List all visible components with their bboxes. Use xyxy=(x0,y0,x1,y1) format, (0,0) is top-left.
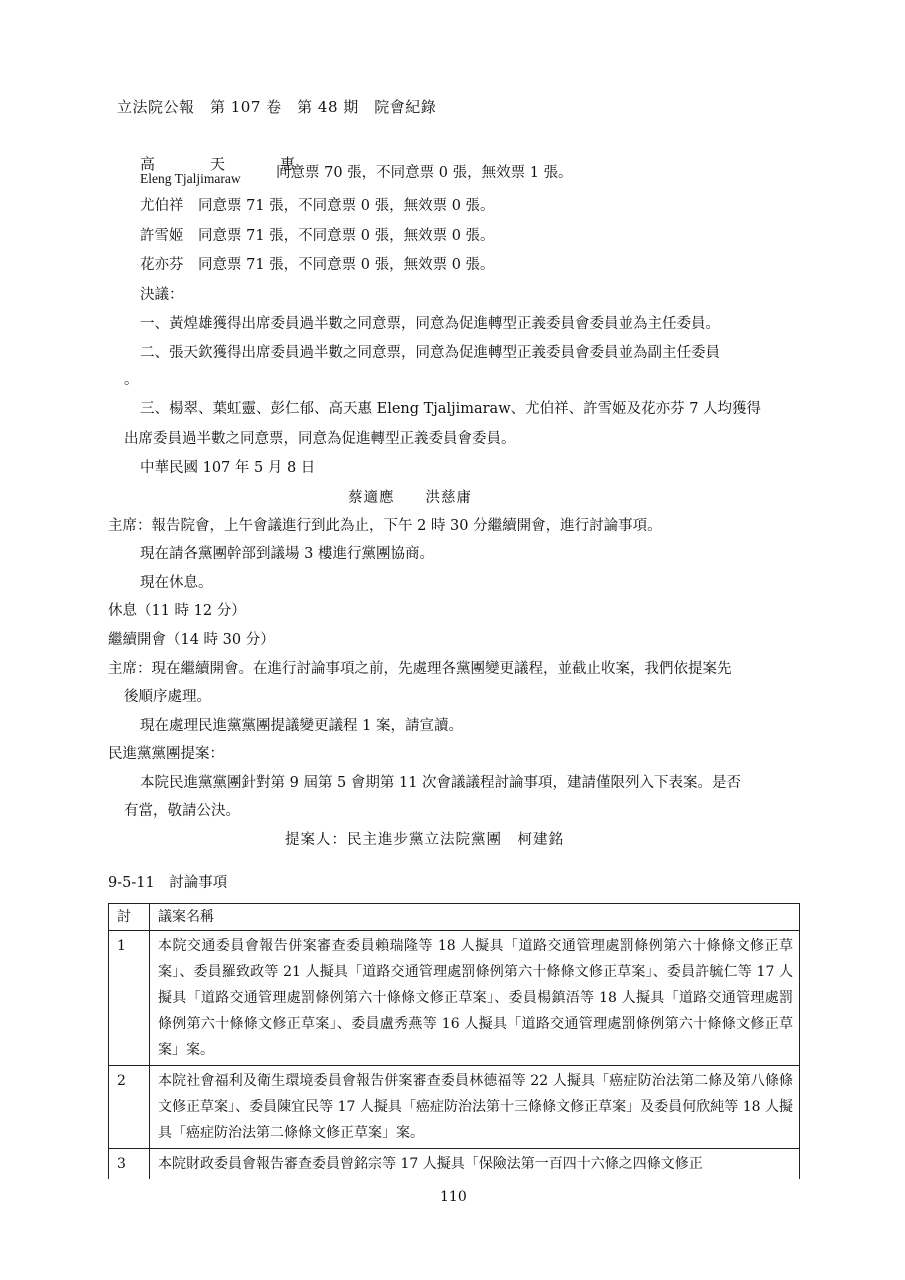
row-bill-text: 本院財政委員會報告審查委員曾銘宗等 17 人擬具「保險法第一百四十六條之四條文修正 xyxy=(150,1149,800,1180)
chair-statement-2: 主席：現在繼續開會。在進行討論事項之前，先處理各黨團變更議程，並截止收案，我們依提案先 xyxy=(108,661,732,677)
table-header-num: 討 xyxy=(109,904,150,931)
resolution-item-3: 三、楊翠、葉虹靈、彭仁郁、高天惠 Eleng Tjaljimaraw、尤伯祥、許雪姬及花亦芬 7 人均獲得 xyxy=(140,401,762,417)
recess-note: 休息（11 時 12 分） xyxy=(108,603,246,619)
proposal-text-cont: 有當，敬請公決。 xyxy=(124,803,240,819)
vote-row: 尤伯祥 同意票 71 張，不同意票 0 張，無效票 0 張。 xyxy=(140,198,495,214)
chair-statement-1: 主席：報告院會，上午會議進行到此為止，下午 2 時 30 分繼續開會，進行討論事項。 xyxy=(108,518,662,534)
resolution-label: 決議： xyxy=(140,287,184,303)
resolution-item-3-cont: 出席委員過半數之同意票，同意為促進轉型正義委員會委員。 xyxy=(124,431,516,447)
agenda-table xyxy=(108,903,800,1179)
resolution-date: 中華民國 107 年 5 月 8 日 xyxy=(140,460,316,476)
row-number: 1 xyxy=(109,931,150,1066)
vote-row: 花亦芬 同意票 71 張，不同意票 0 張，無效票 0 張。 xyxy=(140,257,495,273)
vote-name-gao: 高 天 惠 xyxy=(140,155,316,173)
resolution-signatures: 蔡適應 洪慈庸 xyxy=(348,490,472,506)
table-row xyxy=(109,1149,800,1180)
table-header-title: 議案名稱 xyxy=(150,904,800,931)
table-header-row xyxy=(109,904,800,931)
resolution-item-1: 一、黃煌雄獲得出席委員過半數之同意票，同意為促進轉型正義委員會委員並為主任委員。 xyxy=(140,316,720,332)
table-row xyxy=(109,931,800,1066)
row-number: 2 xyxy=(109,1066,150,1149)
vote-result-gao: 同意票 70 張，不同意票 0 張，無效票 1 張。 xyxy=(276,165,573,181)
row-bill-text: 本院社會福利及衛生環境委員會報告併案審查委員林德福等 22 人擬具「癌症防治法第二條及第八條條文修正草案」、委員陳宜民等 17 人擬具「癌症防治法第十三條條文修正草案」及委員何欣純等 18 人擬具「癌症防治法第二條條文修正草案」案。 xyxy=(150,1066,800,1149)
chair-statement-2-cont: 後順序處理。 xyxy=(124,689,211,705)
vote-row: 許雪姬 同意票 71 張，不同意票 0 張，無效票 0 張。 xyxy=(140,228,495,244)
section-title: 9-5-11 討論事項 xyxy=(108,875,228,891)
chair-statement-1c: 現在休息。 xyxy=(140,575,213,591)
proposal-text: 本院民進黨黨團針對第 9 屆第 5 會期第 11 次會議議程討論事項，建請僅限列入下表案。是否 xyxy=(140,775,742,791)
table-row xyxy=(109,1066,800,1149)
vote-name-gao-roman: Eleng Tjaljimaraw xyxy=(140,171,241,186)
row-bill-text: 本院交通委員會報告併案審查委員賴瑞隆等 18 人擬具「道路交通管理處罰條例第六十條條文修正草案」、委員羅致政等 21 人擬具「道路交通管理處罰條例第六十條條文修正草案」、委員許毓仁等 17 人擬具「道路交通管理處罰條例第六十條條文修正草案」、委員楊鎮浯等 18 人擬具「道路交通管理處罰條例第六十條條文修正草案」、委員盧秀燕等 16 人擬具「道路交通管理處罰條例第六十條條文修正草案」案。 xyxy=(150,931,800,1066)
proposal-label: 民進黨黨團提案： xyxy=(108,746,224,762)
proposer-line: 提案人：民主進步黨立法院黨團 柯建銘 xyxy=(285,832,564,848)
resolution-item-2-end: 。 xyxy=(124,372,139,388)
row-number: 3 xyxy=(109,1149,150,1180)
resolution-item-2: 二、張天欽獲得出席委員過半數之同意票，同意為促進轉型正義委員會委員並為副主任委員 xyxy=(140,345,720,361)
page-number: 110 xyxy=(440,1189,467,1205)
resume-note: 繼續開會（14 時 30 分） xyxy=(108,632,275,648)
gazette-header: 立法院公報 第 107 卷 第 48 期 院會紀錄 xyxy=(117,98,437,116)
chair-statement-1b: 現在請各黨團幹部到議場 3 樓進行黨團協商。 xyxy=(140,546,434,562)
chair-statement-2b: 現在處理民進黨黨團提議變更議程 1 案，請宣讀。 xyxy=(140,718,463,734)
